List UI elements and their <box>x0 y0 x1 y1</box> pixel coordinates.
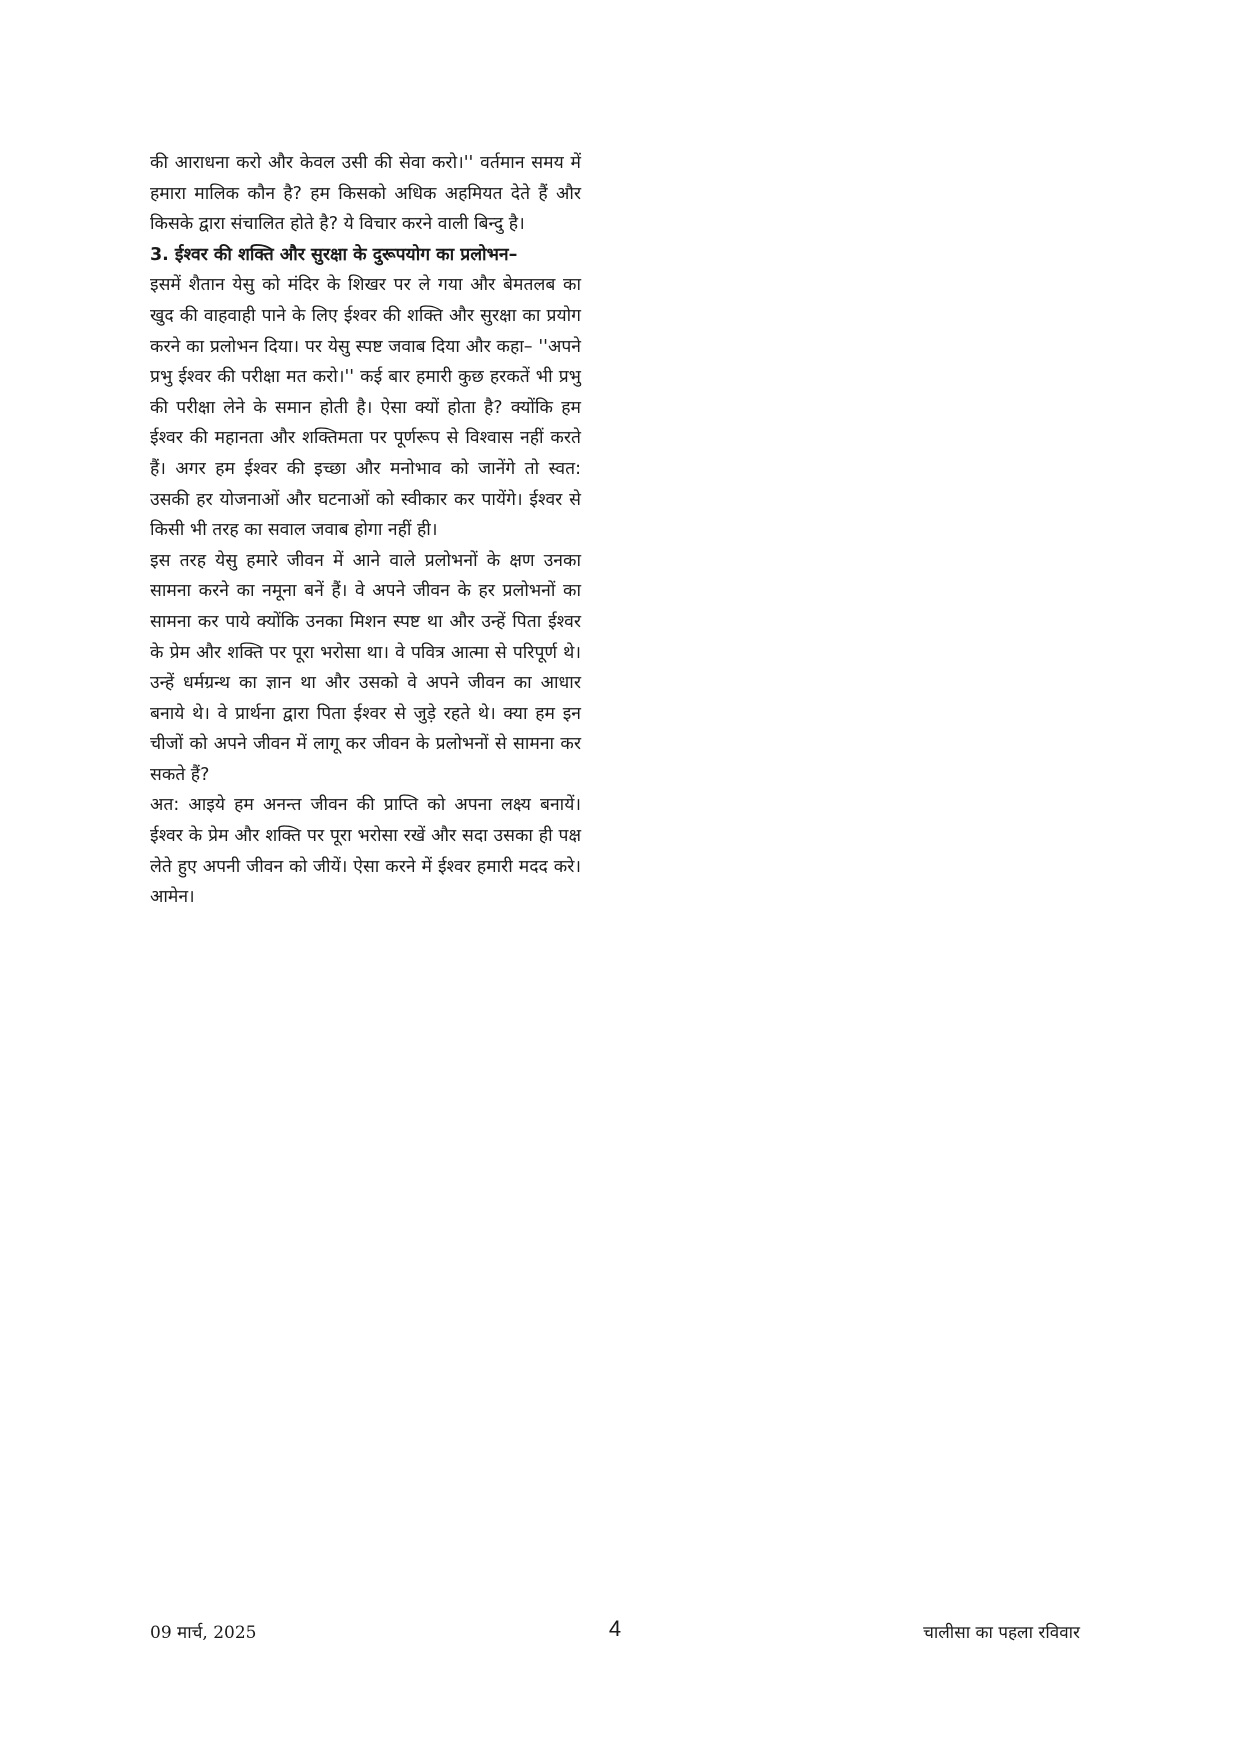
paragraph-4: अत: आइये हम अनन्त जीवन की प्राप्ति को अपना लक्ष्य बनायें। ईश्वर के प्रेम और शक्ति पर पूरा भरोसा रखें और सदा उसका ही पक्ष लेते हुए अपनी जीवन को जीयें। ऐसा करने में ईश्वर हमारी मदद करे। आमेन। <box>150 795 581 908</box>
paragraph-1: की आराधना करो और केवल उसी की सेवा करो।'' वर्तमान समय में हमारा मालिक कौन है? हम किसको अधिक अहमियत देते हैं और किसके द्वारा संचालित होते है? ये विचार करने वाली बिन्दु है। <box>150 153 581 235</box>
page-number: 4 <box>608 1616 622 1641</box>
paragraph-3: इस तरह येसु हमारे जीवन में आने वाले प्रलोभनों के क्षण उनका सामना करने का नमूना बनें हैं। वे अपने जीवन के हर प्रलोभनों का सामना कर पाये क्योंकि उनका मिशन स्पष्ट था और उन्हें पिता ईश्वर के प्रेम और शक्ति पर पूरा भरोसा था। वे पवित्र आत्मा से परिपूर्ण थे। उन्हें धर्मग्रन्थ का ज्ञान था और उसको वे अपने जीवन का आधार बनाये थे। वे प्रार्थना द्वारा पिता ईश्वर से जुड़े रहते थे। क्या हम इन चीजों को अपने जीवन में लागू कर जीवन के प्रलोभनों से सामना कर सकते हैं? <box>150 550 581 785</box>
text-column <box>150 148 581 913</box>
footer-title: चालीसा का पहला रविवार <box>923 1623 1080 1643</box>
footer-date: 09 मार्च, 2025 <box>150 1623 257 1643</box>
paragraph-2: इसमें शैतान येसु को मंदिर के शिखर पर ले गया और बेमतलब का खुद की वाहवाही पाने के लिए ईश्वर की शक्ति और सुरक्षा का प्रयोग करने का प्रलोभन दिया। पर येसु स्पष्ट जवाब दिया और कहा– ''अपने प्रभु ईश्वर की परीक्षा मत करो।'' कई बार हमारी कुछ हरकतें भी प्रभु की परीक्षा लेने के समान होती है। ऐसा क्यों होता है? क्योंकि हम ईश्वर की महानता और शक्तिमता पर पूर्णरूप से विश्वास नहीं करते हैं। अगर हम ईश्वर की इच्छा और मनोभाव को जानेंगे तो स्वत: उसकी हर योजनाओं और घटनाओं को स्वीकार कर पायेंगे। ईश्वर से किसी भी तरह का सवाल जवाब होगा नहीं ही। <box>150 275 581 541</box>
page-footer <box>150 1616 1080 1646</box>
section-heading-3: 3. ईश्वर की शक्ति और सुरक्षा के दुरूपयोग का प्रलोभन– <box>150 244 518 265</box>
